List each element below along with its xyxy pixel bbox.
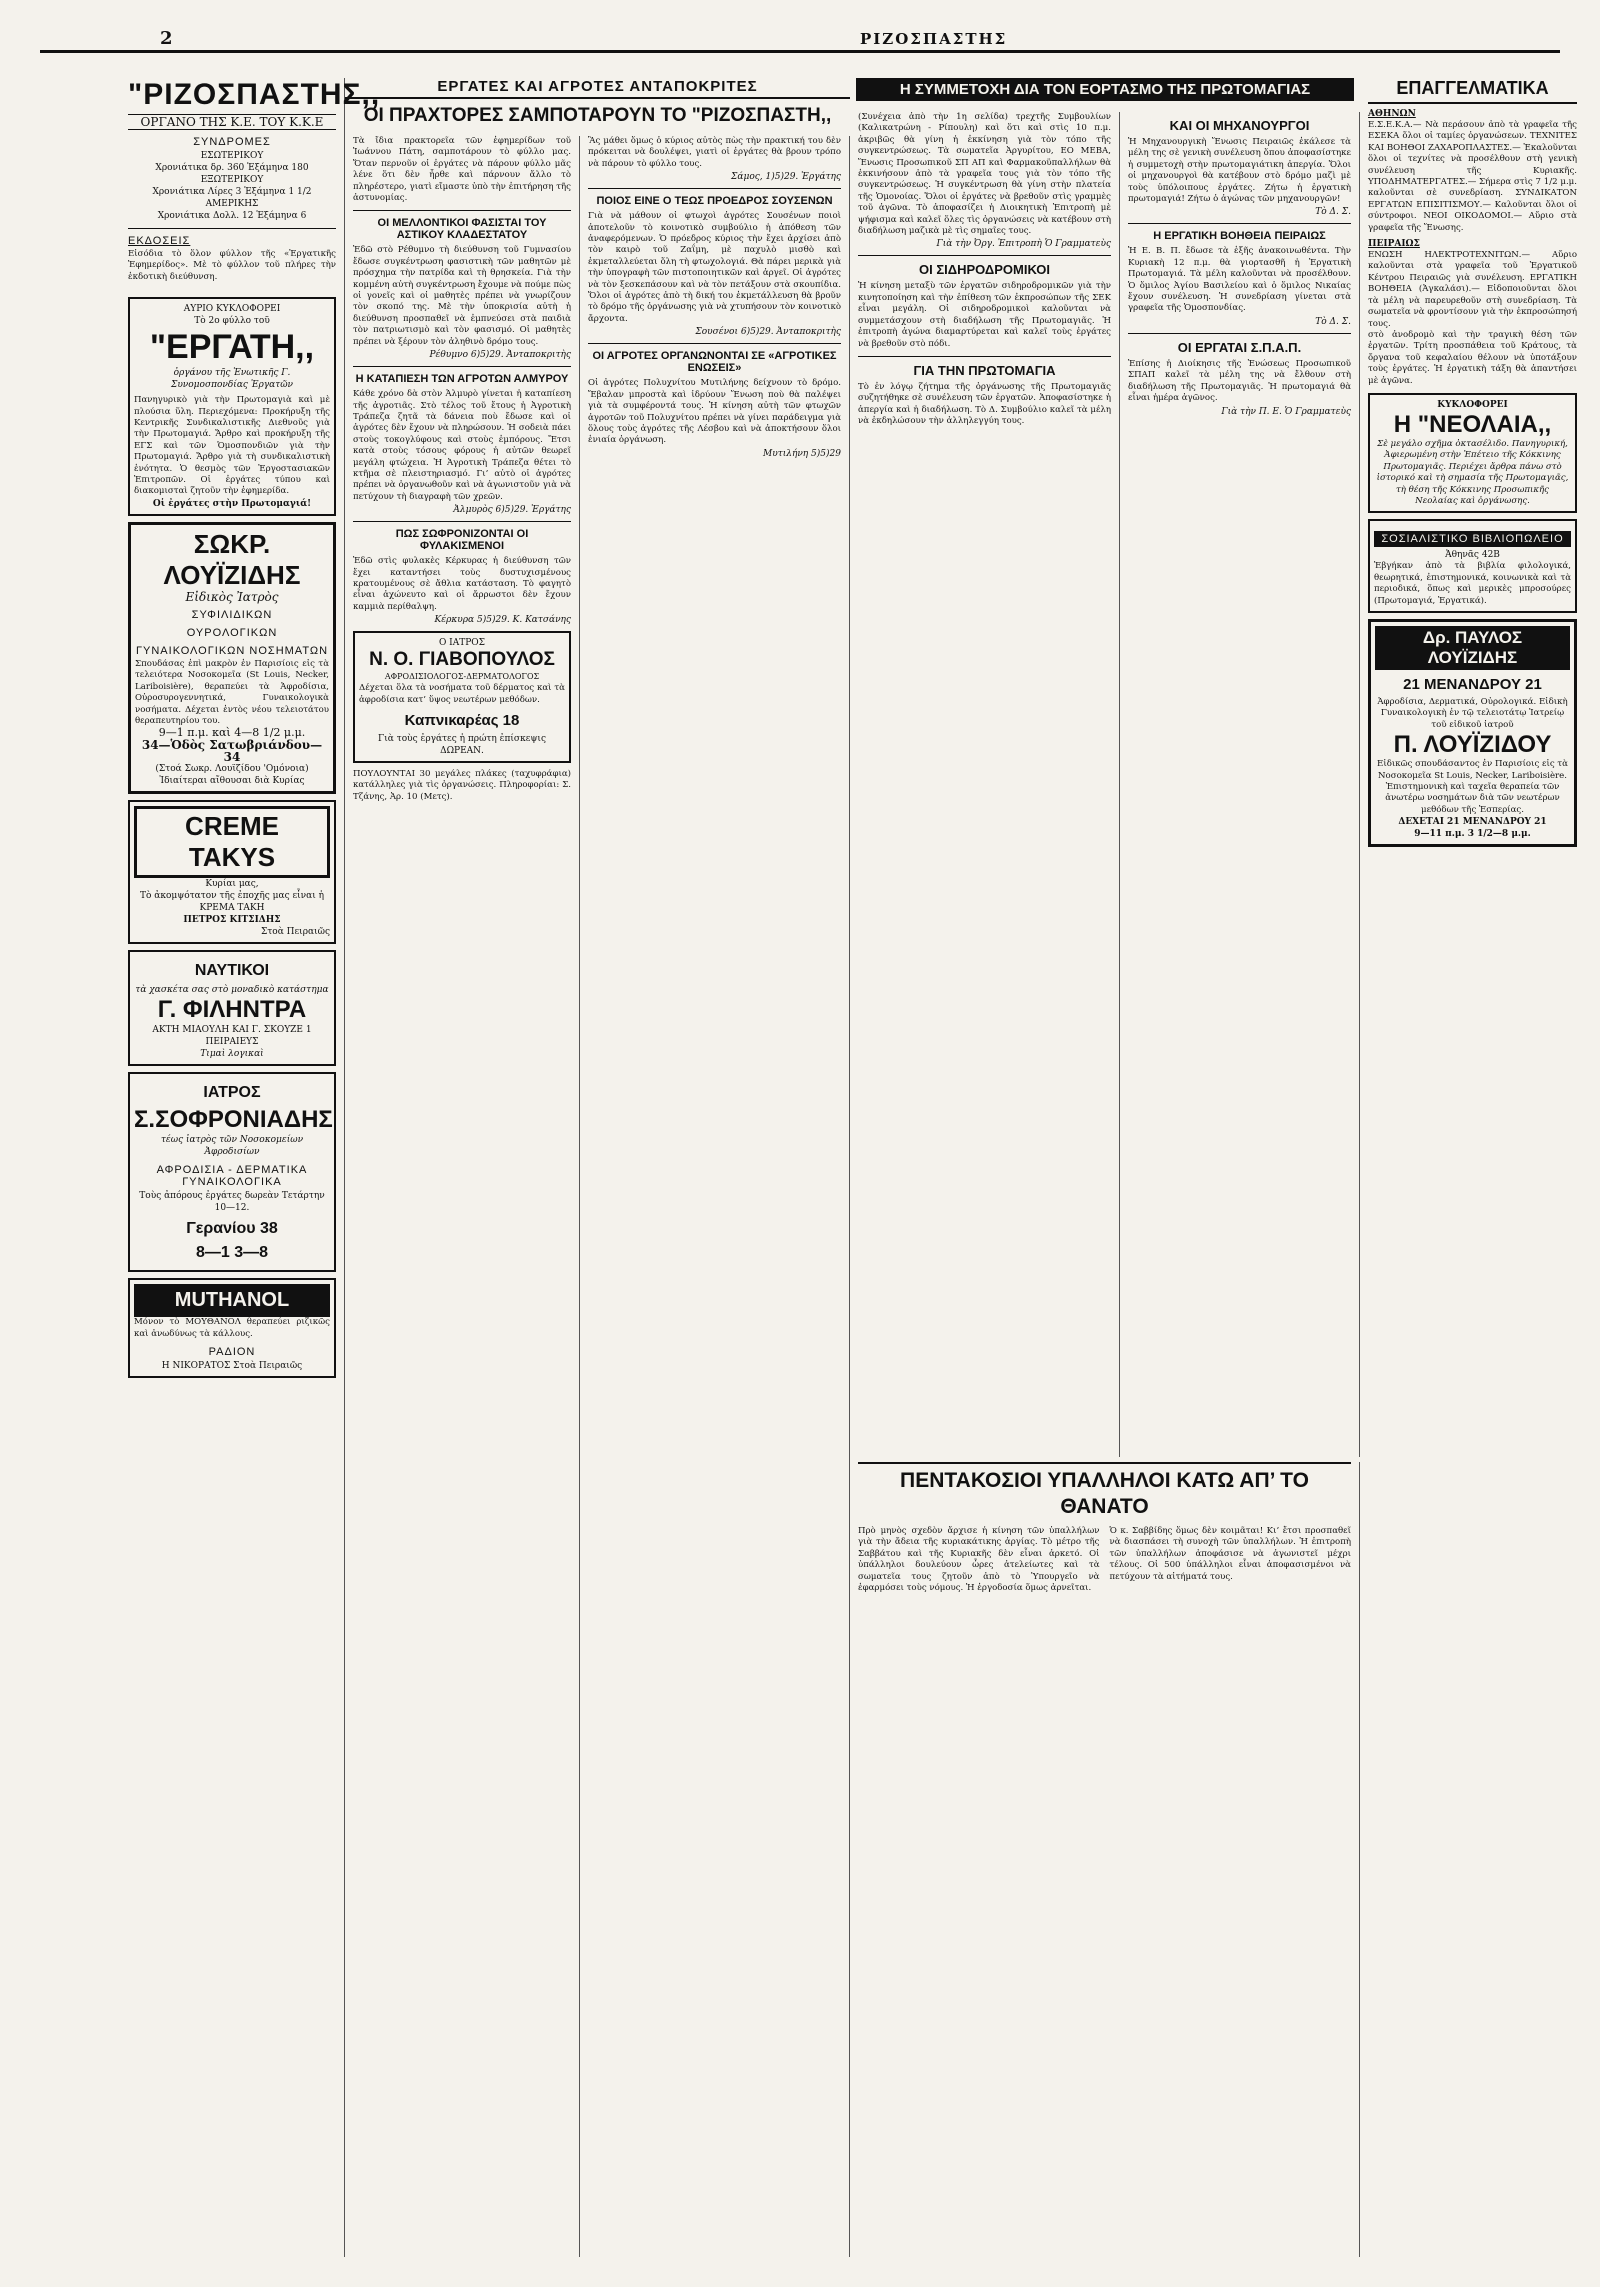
epaggelmatika-athinon: ΑΘΗΝΩΝ xyxy=(1368,109,1416,119)
giavopoulos-title: Ο ΙΑΤΡΟΣ xyxy=(438,638,486,649)
pentakosioi-title: ΠΕΝΤΑΚΟΣΙΟΙ ΥΠΑΛΛΗΛΟΙ ΚΑΤΩ ΑΠ’ ΤΟ ΘΑΝΑΤΟ xyxy=(858,1462,1351,1520)
creme-name: CREME TAKYS xyxy=(134,806,330,878)
louizidis-note: (Στοά Σωκρ. Λουϊζίδου 'Ομόνοια) Ἰδιαίτεραι αἴθουσαι διὰ Κυρίας xyxy=(155,764,309,787)
faseismos-text: Ἐδῶ στὸ Ρέθυμνο τὴ διεύθυνση τοῦ Γυμνασίου ἔδωσε συγκέντρωση φασιστικὴ τῶν μαθητῶν μὲ πρόσχημα τὴν πατρίδα καὶ τὴ θρησκεία. Γιὰ τὴν κομμένη αὐτὴ συγκέντρωση ἔχουμε νὰ πούμε πὼς οἱ γονεῖς καὶ οἱ μαθητὲς πρέπει νὰ γνωρίζουν τὸν σκοπό της. Μὲ τὴν ὑποκρισία αὐτὴ ἡ διεύθυνση προσπαθεῖ νὰ ἐμπνεύσει στὰ παιδιὰ τὸν πατριωτισμὸ καὶ τὸν φασισμό. Οἱ μαθητὲς πρέπει νὰ ξέρουν τὸν ἀληθινὸ δρόμο τους. xyxy=(353,245,571,347)
p-louizidou-name: Δρ. ΠΑΥΛΟΣ ΛΟΥΪΖΙΔΗΣ xyxy=(1375,626,1570,670)
sofroniadis-hours: 8—1 3—8 xyxy=(195,1244,269,1262)
epaggelmatika-text3: στὸ ἀνοδρομὸ καὶ τὴν τραγικὴ θέση τῶν ἐργατῶν. Τρίτη προσπάθεια τοῦ Κράτους, τὰ ὄργανα τοῦ κεφαλαίου θέλουν νὰ ὑποτάξουν τοὺς ἐργάτες. Ἡ ἐργατικὴ τάξη θὰ ἀπαντήσει μὲ ἀγῶνα. xyxy=(1368,329,1577,386)
pentakosioi-article xyxy=(850,1462,1360,2257)
masthead-title: "ΡΙΖΟΣΠΑΣΤΗΣ,, xyxy=(128,78,381,111)
protomagia-text: Τὸ ἐν λόγῳ ζήτημα τῆς ὀργάνωσης τῆς Πρωτομαγιᾶς συζητήθηκε σὲ συνέλευση τῶν ἐργατῶν. Ἀποφασίστηκε ἡ ἀπεργία καὶ ἡ διαδήλωση. Τὸ Δ. Συμβούλιο καλεῖ τὰ μέλη νὰ ἐκδηλώσουν τὴν ἀλληλεγγύη τους. xyxy=(858,381,1111,427)
katapiesi-sig: Ἀλμυρὸς 6)5)29. Ἐργάτης xyxy=(453,505,571,516)
eortasmos-text: (Συνέχεια ἀπὸ τὴν 1η σελίδα) τρεχτῆς Συμβουλίων (Καλικατρώνη - Ρίπουλη) καὶ ὅτι καὶ στὶς 10 π.μ. ἀκριβῶς θὰ γίνη ἡ ἐκκίνηση γιὰ τὸν τόπο τῆς συγκεντρώσεως. Τὰ σωματεῖα Ἀργυρίτου, ΕΟ ΜΕΒΑ, Ἕνωσις Προσωπικοῦ ΣΠ ΑΠ καὶ Φαρμακοϋπαλλήλων θὰ ἐκκινήσουν ἀπὸ τὰ γραφεῖα τους γιὰ τὸν τόπο τῆς συγκεντρώσεως. Ἡ συγκέντρωση θὰ γίνη στὴν πλατεία τῆς Ὁμονοίας. Ὅλοι οἱ ἐργάτες νὰ βρεθοῦν στὶς γραμμὲς τοῦ ἀγῶνα. Τὸ ἀποφασίζει ἡ Διοικητικὴ Ἐπιτροπὴ μὲ ψήφισμα καὶ καλεῖ ὅλες τὶς ὀργανώσεις νὰ κατέβουν στὴ διαδήλωση μαζικὰ μὲ τὶς σημαῖες τους. xyxy=(858,112,1111,237)
creme-l4: Στοὰ Πειραιῶς xyxy=(260,927,330,938)
agrotes-sig: Μυτιλήνη 5)5)29 xyxy=(763,448,841,459)
page-header xyxy=(40,30,1560,53)
spap-title: ΟΙ ΕΡΓΑΤΑΙ Σ.Π.Α.Π. xyxy=(1177,339,1302,355)
p-louizidou-name2: Π. ΛΟΥΪΖΙΔΟΥ xyxy=(1393,731,1552,759)
eortasmos-title: Η ΣΥΜΜΕΤΟΧΗ ΔΙΑ ΤΟΝ ΕΟΡΤΑΣΜΟ ΤΗΣ ΠΡΩΤΟΜΑΓΙΑΣ xyxy=(856,78,1354,101)
giavopoulos-addr: Καπνικαρέας 18 xyxy=(404,712,520,729)
p-louizidou-text: Εἰδικῶς σπουδάσαντος ἐν Παρισίοις εἰς τὰ Νοσοκομεῖα St Louis, Necker, Lariboisière. Ἐπιστημονικὴ καὶ ταχεῖα θεραπεία τῶν ἀνωτέρω νοσημάτων διὰ τῶν νεωτέρων μεθόδων τῆς Ἑσπερίας. xyxy=(1377,759,1568,815)
louizidis-spec: Εἰδικὸς Ἰατρὸς xyxy=(185,589,279,604)
vivliopoleio-ad xyxy=(1368,519,1577,613)
muthanol-ad xyxy=(128,1278,336,1378)
louizidis-name: ΣΩΚΡ. ΛΟΥΪΖΙΔΗΣ xyxy=(163,528,301,590)
creme-l3: ΠΕΤΡΟΣ ΚΙΤΣΙΔΗΣ xyxy=(183,915,281,926)
ekdoseis-text: Εἰσόδια τὸ ὅλον φύλλον τῆς «Ἐργατικῆς Ἐφημερίδος». Μὲ τὸ φύλλον τοῦ πλήρες τὴν ἐκδοτικὴ διεύθυνση. xyxy=(128,249,336,282)
eortasmos-sig: Γιὰ τὴν Ὀργ. Ἐπιτροπὴ Ὁ Γραμματεὺς xyxy=(936,239,1111,250)
pentakosioi-text1: Πρὸ μηνὸς σχεδὸν ἄρχισε ἡ κίνηση τῶν ὑπαλλήλων γιὰ τὴν ἄδεια τῆς κυριακάτικης ἀργίας. Τὸ μέτρο τῆς Σαββάτου καὶ τῆς Κυριακῆς δὲν εἶναι ἀρκετό. Οἱ ὑπάλληλοι δουλεύουν ὧρες ἀτελείωτες καὶ τὰ σωματεῖα τους ζητοῦν ἀπὸ τὸ Ὑπουργεῖο νὰ ἐφαρμόσει τοὺς νόμους. Ἡ ἐργοδοσία ὅμως ἀρνεῖται. xyxy=(858,1526,1100,1594)
sampotaroun-title: ΟΙ ΠΡΑΧΤΟΡΕΣ ΣΑΜΠΟΤΑΡΟΥΝ ΤΟ "ΡΙΖΟΣΠΑΣΤΗ,, xyxy=(363,105,832,126)
ekdoseis-title: ΕΚΔΟΣΕΙΣ xyxy=(128,235,191,247)
creme-l2: Τὸ ἀκομψότατον τῆς ἐποχῆς μας εἶναι ἡ ΚΡΕΜΑ ΤΑΚΗ xyxy=(139,891,325,914)
neolaia-name: Η "ΝΕΟΛΑΙΑ,, xyxy=(1393,410,1552,438)
p-louizidou-hours: ΔΕΧΕΤΑΙ 21 ΜΕΝΑΝΔΡΟΥ 21 xyxy=(1398,817,1547,828)
mixanourgoi-sig: Τὸ Δ. Σ. xyxy=(1315,207,1351,218)
subs-line: ΑΜΕΡΙΚΗΣ xyxy=(205,199,259,209)
sofroniadis-lines: ΑΦΡΟΔΙΣΙΑ - ΔΕΡΜΑΤΙΚΑ ΓΥΝΑΙΚΟΛΟΓΙΚΑ xyxy=(156,1164,308,1189)
agrotes-text: Οἱ ἀγρότες Πολυχνίτου Μυτιλήνης δείχνουν τὸ δρόμο. Ἔβαλαν μπροστὰ καὶ ἱδρύουν Ἕνωση ποὺ θὰ παλέψει γιὰ τὰ συμφέροντά τους. Ἡ κίνηση αὐτὴ τῶν φτωχῶν ἀγροτῶν τοῦ Πολυχνίτου πρέπει νὰ γίνει παράδειγμα γιὰ ὅλους τοὺς ἀγρότες τῆς Λέσβου καὶ νὰ ἀποκτήσουν ὅλοι ἑνιαία ὀργάνωση. xyxy=(588,378,841,446)
sysoukoi-text: Γιὰ νὰ μάθουν οἱ φτωχοὶ ἀγρότες Σουσένων ποιοὶ ἀποτελοῦν τὸ κοινοτικὸ συμβούλιο ἡ ἀπόθεση τῶν ἀναφερόμενων. Ὁ πρόεδρος κύριος τὴν ἔχει ἀρχίσει ἀπὸ τὸν καιρὸ τοῦ Ζαΐμη, μὲ παχυλὸ μισθὸ καὶ ἐκμεταλλεύεται ὅλη τὴ φτωχολογιά. Θὰ πάρει μερικὰ γιὰ τὴν ὑπογραφὴ τῶν πιστοποιητικῶν καὶ ἀργεῖ. Οἱ ἀγρότες νὰ τὸν ξεσκεπάσουν καὶ νὰ τὸν πετάξουν στὰ σκουπίδια. Ὅλοι οἱ ἀγρότες ἀπὸ τὴ δική του ἐκμετάλλευση θὰ βροῦν τὸ δρόμο τῆς ὀργάνωσης γιὰ νὰ χτυπήσουν τὸν κοινοτικὸ ἄρχοντα. xyxy=(588,211,841,324)
page-number: 2 xyxy=(160,28,173,49)
vivliopoleio-text: Ἐβγήκαν ἀπὸ τὰ βιβλία φιλολογικά, θεωρητικά, ἐπιστημονικά, κοινωνικὰ καὶ τὰ περιοδικά, ὅπως καὶ μερικὲς μπροσούρες (Πρωτομαγιά, Ἐργατικά). xyxy=(1374,561,1571,606)
giavopoulos-name: Ν. Ο. ΓΙΑΒΟΠΟΥΛΟΣ xyxy=(369,649,555,671)
agrotes-title: ΟΙ ΑΓΡΟΤΕΣ ΟΡΓΑΝΩΝΟΝΤΑΙ ΣΕ «ΑΓΡΟΤΙΚΕΣ ΕΝΩΣΕΙΣ» xyxy=(592,350,837,375)
filintra-ad xyxy=(128,950,336,1066)
faseismos-title: ΟΙ ΜΕΛΛΟΝΤΙΚΟΙ ΦΑΣΙΣΤΑΙ ΤΟΥ ΑΣΤΙΚΟΥ ΚΛΑΔΕΣΤΑΤΟΥ xyxy=(377,217,547,242)
vivliopoleio-title: ΣΟΣΙΑΛΙΣΤΙΚΟ ΒΙΒΛΙΟΠΩΛΕΙΟ xyxy=(1374,531,1571,547)
subs-line: ΕΞΩΤΕΡΙΚΟΥ xyxy=(200,175,264,185)
louizidis-hours: 9—1 π.μ. καὶ 4—8 1/2 μ.μ. xyxy=(158,726,306,740)
column-3 xyxy=(580,136,850,2257)
ergatis-name: "ΕΡΓΑΤΗ,, xyxy=(149,328,315,367)
column-2 xyxy=(345,136,580,2257)
filintra-title: ΝΑΥΤΙΚΟΙ xyxy=(194,962,270,980)
p-louizidou-ad xyxy=(1368,619,1577,847)
vivliopoleio-addr: Ἀθηνᾶς 42Β xyxy=(1445,550,1500,561)
ergatis-text: Πανηγυρικὸ γιὰ τὴν Πρωτομαγιὰ καὶ μὲ πλούσια ὕλη. Περιεχόμενα: Προκήρυξη τῆς Κεντρικῆς Συνδικαλιστικῆς Διεθνοῦς γιὰ τὴν Πρωτομαγιά. Ἄρθρο καὶ προκήρυξη τῆς ΕΓΣ καὶ τῶν Ὁμοσπονδιῶν γιὰ τὴν Πρωτομαγιά. Ἄρθρο γιὰ τὴ συνδικαλιστικὴ ἑνότητα. Ὁ θεσμὸς τῶν Ἐργοστασιακῶν Ἐπιτροπῶν. Οἱ ἐργάτες τύπου καὶ διακομισταὶ ζητοῦν τὴν ἐφημερίδα. xyxy=(134,395,330,497)
creme-l1: Κυρίαι μας, xyxy=(205,879,259,890)
banner-text: ΕΡΓΑΤΕΣ ΚΑΙ ΑΓΡΟΤΕΣ ΑΝΤΑΠΟΚΡΙΤΕΣ xyxy=(345,78,850,99)
epaggelmatika-title: ΕΠΑΓΓΕΛΜΑΤΙΚΑ xyxy=(1368,78,1577,104)
muthanol-l3: Η ΝΙΚΟΡΑΤΟΣ Στοὰ Πειραιῶς xyxy=(161,1361,303,1372)
voitheia-title: Η ΕΡΓΑΤΙΚΗ ΒΟΗΘΕΙΑ ΠΕΙΡΑΙΩΣ xyxy=(1153,230,1326,243)
p-louizidou-addr: 21 ΜΕΝΑΝΔΡΟΥ 21 xyxy=(1403,676,1542,693)
subs-line: Χρονιάτικα Δολλ. 12 Ἑξάμηνα 6 xyxy=(157,211,307,221)
subs-line: ΕΣΩΤΕΡΙΚΟΥ xyxy=(200,151,264,161)
spap-sig: Γιὰ τὴν Π. Ε. Ὁ Γραμματεὺς xyxy=(1221,406,1351,417)
ergatis-desc: ὀργάνου τῆς Ἑνωτικῆς Γ. Συνομοσπονδίας Ἐργατῶν xyxy=(170,368,294,391)
filintra-name: Γ. ΦΙΛΗΝΤΡΑ xyxy=(157,996,307,1024)
giavopoulos-ad xyxy=(353,631,571,763)
p-louizidou-hours2: 9—11 π.μ. 3 1/2—8 μ.μ. xyxy=(1414,829,1531,840)
sofroniadis-desc: τέως ἰατρὸς τῶν Νοσοκομείων Ἀφροδισίων xyxy=(160,1135,304,1158)
neolaia-top: ΚΥΚΛΟΦΟΡΕΙ xyxy=(1437,399,1508,410)
subs-line: Χρονιάτικα δρ. 360 Ἑξάμηνα 180 xyxy=(155,163,309,173)
epaggelmatika-text2: ΕΝΩΣΗ ΗΛΕΚΤΡΟΤΕΧΝΙΤΩΝ.— Αὔριο καλοῦνται στὰ γραφεῖα τοῦ Ἐργατικοῦ Κέντρου Πειραιῶς γιὰ συνέλευση. ΕΡΓΑΤΙΚΗ ΒΟΗΘΕΙΑ (Ἀγκαλάσι).— Εἰδοποιοῦνται ὅλοι τὰ μέλη νὰ παρευρεθοῦν στὴ συνεδρίαση. Τὰ σωματεῖα νὰ φροντίσουν γιὰ τὴν ἐκπροσώπησή τους. xyxy=(1368,250,1577,329)
protomagia-title: ΓΙΑ ΤΗΝ ΠΡΩΤΟΜΑΓΙΑ xyxy=(913,362,1056,378)
katapiesi-text: Κάθε χρόνο δὰ στὸν Ἀλμυρὸ γίνεται ἡ καταπίεση τῆς ἀγροτιᾶς. Στὸ τέλος τοῦ ἔτους ἡ Ἀγροτικὴ Τράπεζα ζητᾶ τὰ δάνεια ποὺ ἔδωσε καὶ οἱ ἀγρότες δὲν ἔχουν νὰ πληρώσουν. Ἡ σοδειὰ πάει στοὺς τοκογλύφους καὶ στοὺς ἐμπόρους. Ἔτσι κατὰ στοὺς τόσους φόρους ἡ αὐτῶν θεωρεῖ μεγάλη φτώχεια. Ἡ Ἀγροτικὴ Τράπεζα θέτει τὸ κτῆμα σὲ πλειστηριασμό. Γι’ αὐτὸ οἱ ἀγρότες πρέπει νὰ ὀργανωθοῦν καὶ νὰ ἀγωνιστοῦν γιὰ νὰ πετύχουν τὴ διαγραφὴ τῶν χρεῶν. xyxy=(353,389,571,502)
voitheia-text: Ἡ Ε. Β. Π. ἔδωσε τὰ ἑξῆς ἀνακοινωθέντα. Τὴν Κυριακὴ 12 π.μ. θὰ γιορτασθῆ ἡ Ἐργατικὴ Πρωτομαγιά. Τὰ μέλη καλοῦνται νὰ προσέλθουν. Ὁ ὅμιλος Ἀγίου Βασιλείου καὶ ὁ ὅμιλος Νικαίας ἔχουν συνέλευση. Ἡ συνεδρίαση γίνεται στὰ γραφεῖα τῆς Ὁμοσπονδίας. xyxy=(1128,246,1351,314)
louizidis-line: ΣΥΦΙΛΙΔΙΚΩΝ xyxy=(191,608,273,621)
muthanol-l2: ΡΑΔΙΟΝ xyxy=(208,1346,256,1359)
sofroniadis-title: ΙΑΤΡΟΣ xyxy=(203,1084,261,1102)
neolaia-text: Σὲ μεγάλο σχῆμα ὀκτασέλιδο. Πανηγυρική, Ἀφιερωμένη στὴν Ἐπέτειο τῆς Κόκκινης Πρωτομαγιᾶς. Περιέχει ἄρθρα πάνω στὸ ἱστορικό καὶ τὴ σημασία τῆς Πρωτομαγιᾶς, τὴ θέση τῆς Κόκκινης Προσωπικῆς Νεολαίας καὶ ὀργάνωσης. xyxy=(1376,438,1569,506)
sidirodromikoi-text: Ἡ κίνηση μεταξὺ τῶν ἐργατῶν σιδηροδρομικῶν γιὰ τὴν κινητοποίηση καὶ τὴν ἐπίθεση τῶν ἐκπροσώπων τῆς ΣΕΚ εἶναι μεγάλη. Οἱ σιδηροδρομικοὶ καλοῦνται νὰ συμμετάσχουν στὴ διαδήλωση τῆς Πρωτομαγιᾶς. Ἡ ἐπιτροπὴ ἀγώνα διαμαρτύρεται καὶ καλεῖ τοὺς ἐργάτες νὰ βρεθοῦν στὸ πόδι. xyxy=(858,281,1111,349)
ergatis-ad xyxy=(128,297,336,516)
sofroniadis-name: Σ.ΣΟΦΡΟΝΙΑΔΗΣ xyxy=(134,1106,333,1134)
ergatis-top: ΑΥΡΙΟ ΚΥΚΛΟΦΟΡΕΙ xyxy=(183,304,281,315)
pentakosioi-text2: Ὁ κ. Σαββίδης ὅμως δὲν κοιμᾶται! Κι’ ἔτσι προσπαθεῖ νὰ διασπάσει τὴ συνοχὴ τῶν ὑπαλλήλων. Ἡ ἐπιτροπὴ τῶν ὑπαλλήλων ἀποφάσισε νὰ ἀγωνιστεῖ μέχρι τέλους. Οἱ 500 ὑπάλληλοι εἶναι ἀποφασισμένοι νὰ πετύχουν τὰ αἰτήματά τους. xyxy=(1109,1526,1351,1582)
filintra-city: ΠΕΙΡΑΙΕΥΣ xyxy=(205,1037,259,1048)
sampotaroun-sig: Σάμος, 1)5)29. Ἐργάτης xyxy=(731,172,841,183)
louizidis-line: ΟΥΡΟΛΟΓΙΚΩΝ xyxy=(186,626,278,639)
louizidis-address: 34—Ὁδὸς Σατωβριάνδου—34 xyxy=(141,738,323,765)
column-1 xyxy=(120,78,381,2257)
column-5 xyxy=(1120,112,1360,1457)
giavopoulos-spec: ΑΦΡΟΔΙΣΙΟΛΟΓΟΣ-ΔΕΡΜΑΤΟΛΟΓΟΣ xyxy=(384,672,540,682)
louizidis-text: Σπουδάσας ἐπὶ μακρὸν ἐν Παρισίοις εἰς τὰ τελειότερα Νοσοκομεῖα (St Louis, Necker, Lariboisière), θεραπεύει τὰ Ἀφροδίσια, Οὐροσυρογεννητικά, Γυναικολογικὰ νοσήματα. Δέχεται ἐντὸς νέου τελειοτάτου θεραπευτηρίου του. xyxy=(135,658,329,726)
sysoukoi-title: ΠΟΙΟΣ ΕΙΝΕ Ο ΤΕΩΣ ΠΡΟΕΔΡΟΣ ΣΟΥΣΕΝΩΝ xyxy=(596,195,833,208)
eortasmos-title-wrap xyxy=(850,78,1360,101)
paper-name: ΡΙΖΟΣΠΑΣΤΗΣ xyxy=(860,30,1008,48)
p-louizidou-spec: Ἀφροδίσια, Δερματικά, Οὐρολογικά. Εἰδικὴ Γυναικολογικὴ ἐν τῷ τελειοτάτῳ Ἰατρείῳ τοῦ εἰδικοῦ ἰατροῦ xyxy=(1377,697,1568,730)
column-6 xyxy=(1360,78,1585,2257)
sofroniadis-ad xyxy=(128,1072,336,1272)
correspondents-banner xyxy=(345,78,850,99)
column-4 xyxy=(850,112,1120,1457)
louizidis-line: ΓΥΝΑΙΚΟΛΟΓΙΚΩΝ ΝΟΣΗΜΑΤΩΝ xyxy=(135,644,329,657)
filintra-price: Τιμαὶ λογικαὶ xyxy=(200,1049,264,1060)
spap-text: Ἐπίσης ἡ Διοίκησις τῆς Ἑνώσεως Προσωπικοῦ ΣΠΑΠ καλεῖ τὰ μέλη της νὰ ἔλθουν στὴ διαδήλωση τῆς Πρωτομαγιᾶς. Ἡ πρωτομαγιά θὰ εἶναι ἡμέρα ἀγῶνος. xyxy=(1128,358,1351,404)
louizidis-ad xyxy=(128,522,336,794)
sampotaroun-text2: Ἂς μάθει ὅμως ὁ κύριος αὐτὸς πὼς τὴν πρακτική του δὲν πρόκειται νὰ δουλέψει, γιατὶ οἱ ἐργάτες θὰ βρουν τρόπο νὰ πάρουν τὸ φύλλο τους. xyxy=(588,136,841,169)
fylakismenoi-title: ΠΩΣ ΣΩΦΡΟΝΙΖΟΝΤΑΙ ΟΙ ΦΥΛΑΚΙΣΜΕΝΟΙ xyxy=(395,528,529,553)
filintra-addr: ΑΚΤΗ ΜΙΑΟΥΛΗ ΚΑΙ Γ. ΣΚΟΥΖΕ 1 xyxy=(152,1025,312,1036)
sofroniadis-text: Τοὺς ἀπόρους ἐργάτες δωρεὰν Τετάρτην 10—12. xyxy=(139,1191,325,1214)
voitheia-sig: Τὸ Δ. Σ. xyxy=(1315,316,1351,327)
epaggelmatika-text: Ε.Σ.Ε.Κ.Α.— Νὰ περάσουν ἀπὸ τὰ γραφεῖα τῆς ΕΣΕΚΑ ὅλοι οἱ ταμίες ὀργανώσεων. ΤΕΧΝΙΤΕΣ ΚΑΙ ΒΟΗΘΟΙ ΖΑΧΑΡΟΠΛΑΣΤΕΣ.— Ἐκαλοῦνται ὅλοι οἱ τεχνίτες νὰ προσέλθουν στὴ γενικὴ συνέλευση τῆς Κυριακῆς. ΥΠΟΔΗΜΑΤΕΡΓΑΤΕΣ.— Σήμερα στὶς 7 1/2 μ.μ. καλοῦνται σὲ συνεδρίαση. ΣΥΝΔΙΚΑΤΟΝ ΕΡΓΑΤΩΝ ΕΠΙΣΙΤΙΣΜΟΥ.— Καλοῦνται ὅλοι οἱ σύντροφοι. ΝΕΟΙ ΟΙΚΟΔΟΜΟΙ.— Αὔριο στὰ γραφεῖα τῆς Ἕνωσης. xyxy=(1368,120,1577,233)
fylakismenoi-sig: Κέρκυρα 5)5)29. Κ. Κατσάνης xyxy=(434,615,571,626)
neolaia-ad xyxy=(1368,393,1577,513)
masthead-subtitle: ΟΡΓΑΝΟ ΤΗΣ Κ.Ε. ΤΟΥ Κ.Κ.Ε xyxy=(128,114,336,130)
subscriptions xyxy=(128,150,336,222)
muthanol-name: MUTHANOL xyxy=(134,1284,330,1317)
giavopoulos-note: Γιὰ τοὺς ἐργάτες ἡ πρώτη ἐπίσκεψις ΔΩΡΕΑΝ. xyxy=(378,734,546,756)
subscriptions-title: ΣΥΝΔΡΟΜΕΣ xyxy=(193,136,271,148)
poulountai-text: ΠΟΥΛΟΥΝΤΑΙ 30 μεγάλες πλάκες (ταχυφράφια) κατάλληλες γιὰ τὶς ὀργανώσεις. Πληροφορίαι: Σ. Τζάνης, Ἀρ. 10 (Μετς). xyxy=(353,769,571,802)
sampotaroun-title-wrap xyxy=(345,104,850,128)
sampotaroun-text1: Τὰ ἴδια πρακτορεῖα τῶν ἐφημερίδων τοῦ Ἰωάννου Πάτη, σαμποτάρουν τὸ φύλλο μας. Ὅταν περνοῦν οἱ ἐργάτες νὰ πάρουν φύλλο μᾶς λένε ὅτι δὲν ἦρθε καὶ πάρνουν ἄλλο τὸ πληρέστερο, γιατὶ εἴμαστε ὑπὸ τὴν ἐπιτήρηση τῆς ἀστυνομίας. xyxy=(353,136,571,204)
creme-ad xyxy=(128,800,336,944)
giavopoulos-text: Δέχεται ὅλα τὰ νοσήματα τοῦ δέρματος καὶ τὰ ἀφροδίσια κατ’ ὕψος νεωτέρων μεθόδων. xyxy=(359,683,565,705)
sofroniadis-addr: Γερανίου 38 xyxy=(186,1220,278,1238)
mixanourgoi-title: ΚΑΙ ΟΙ ΜΗΧΑΝΟΥΡΓΟΙ xyxy=(1169,118,1310,133)
subs-line: Χρονιάτικα Λίρες 3 Ἑξάμηνα 1 1/2 xyxy=(152,187,312,197)
ergatis-close: Οἱ ἐργάτες στὴν Πρωτομαγιά! xyxy=(152,498,312,509)
muthanol-text: Μόνον τὸ ΜΟΥΘΑΝΟΛ θεραπεύει ριζικῶς καὶ ἀνωδύνως τὰ κάλλους. xyxy=(134,1317,330,1339)
faseismos-sig: Ρέθυμνο 6)5)29. Ἀνταποκριτὴς xyxy=(429,350,571,361)
mixanourgoi-text: Ἡ Μηχανουργικὴ Ἕνωσις Πειραιῶς ἐκάλεσε τὰ μέλη της σὲ γενικὴ συνέλευση ὅπου ἀποφασίστηκε ἡ συμμετοχὴ στὴν πρωτομαγιάτικη ἀπεργία. Ὅλοι οἱ μηχανουργοὶ θὰ κατέβουν στὸ δρόμο μαζὶ μὲ τοὺς ὑπόλοιπους ἐργάτες. Ζήτω ἡ ἐργατικὴ πρωτομαγιά! Ζήτω ὁ ἀγώνας τῶν μηχανουργῶν! xyxy=(1128,137,1351,205)
epaggelmatika-peiraios: ΠΕΙΡΑΙΩΣ xyxy=(1368,239,1420,250)
sysoukoi-sig: Σουσένοι 6)5)29. Ἀνταποκριτὴς xyxy=(695,327,841,338)
katapiesi-title: Η ΚΑΤΑΠΙΕΣΗ ΤΩΝ ΑΓΡΟΤΩΝ ΑΛΜΥΡΟΥ xyxy=(355,373,569,386)
filintra-l1: τὰ χασκέτα σας στὸ μοναδικὸ κατάστημα xyxy=(135,985,329,996)
ergatis-line: Τὸ 2ο φύλλο τοῦ xyxy=(194,316,270,327)
fylakismenoi-text: Ἐδῶ στὶς φυλακὲς Κέρκυρας ἡ διεύθυνση τῶν ἔχει καταντήσει τοὺς δυστυχισμένους κρατουμένους σὲ ἄθλια κατάσταση. Τὸ φαγητὸ εἶναι ἀχώνευτο καὶ οἱ ἄρρωστοι δὲν ἔχουν καμμιὰ περίθαλψη. xyxy=(353,556,571,612)
sidirodromikoi-title: ΟΙ ΣΙΔΗΡΟΔΡΟΜΙΚΟΙ xyxy=(919,262,1050,278)
